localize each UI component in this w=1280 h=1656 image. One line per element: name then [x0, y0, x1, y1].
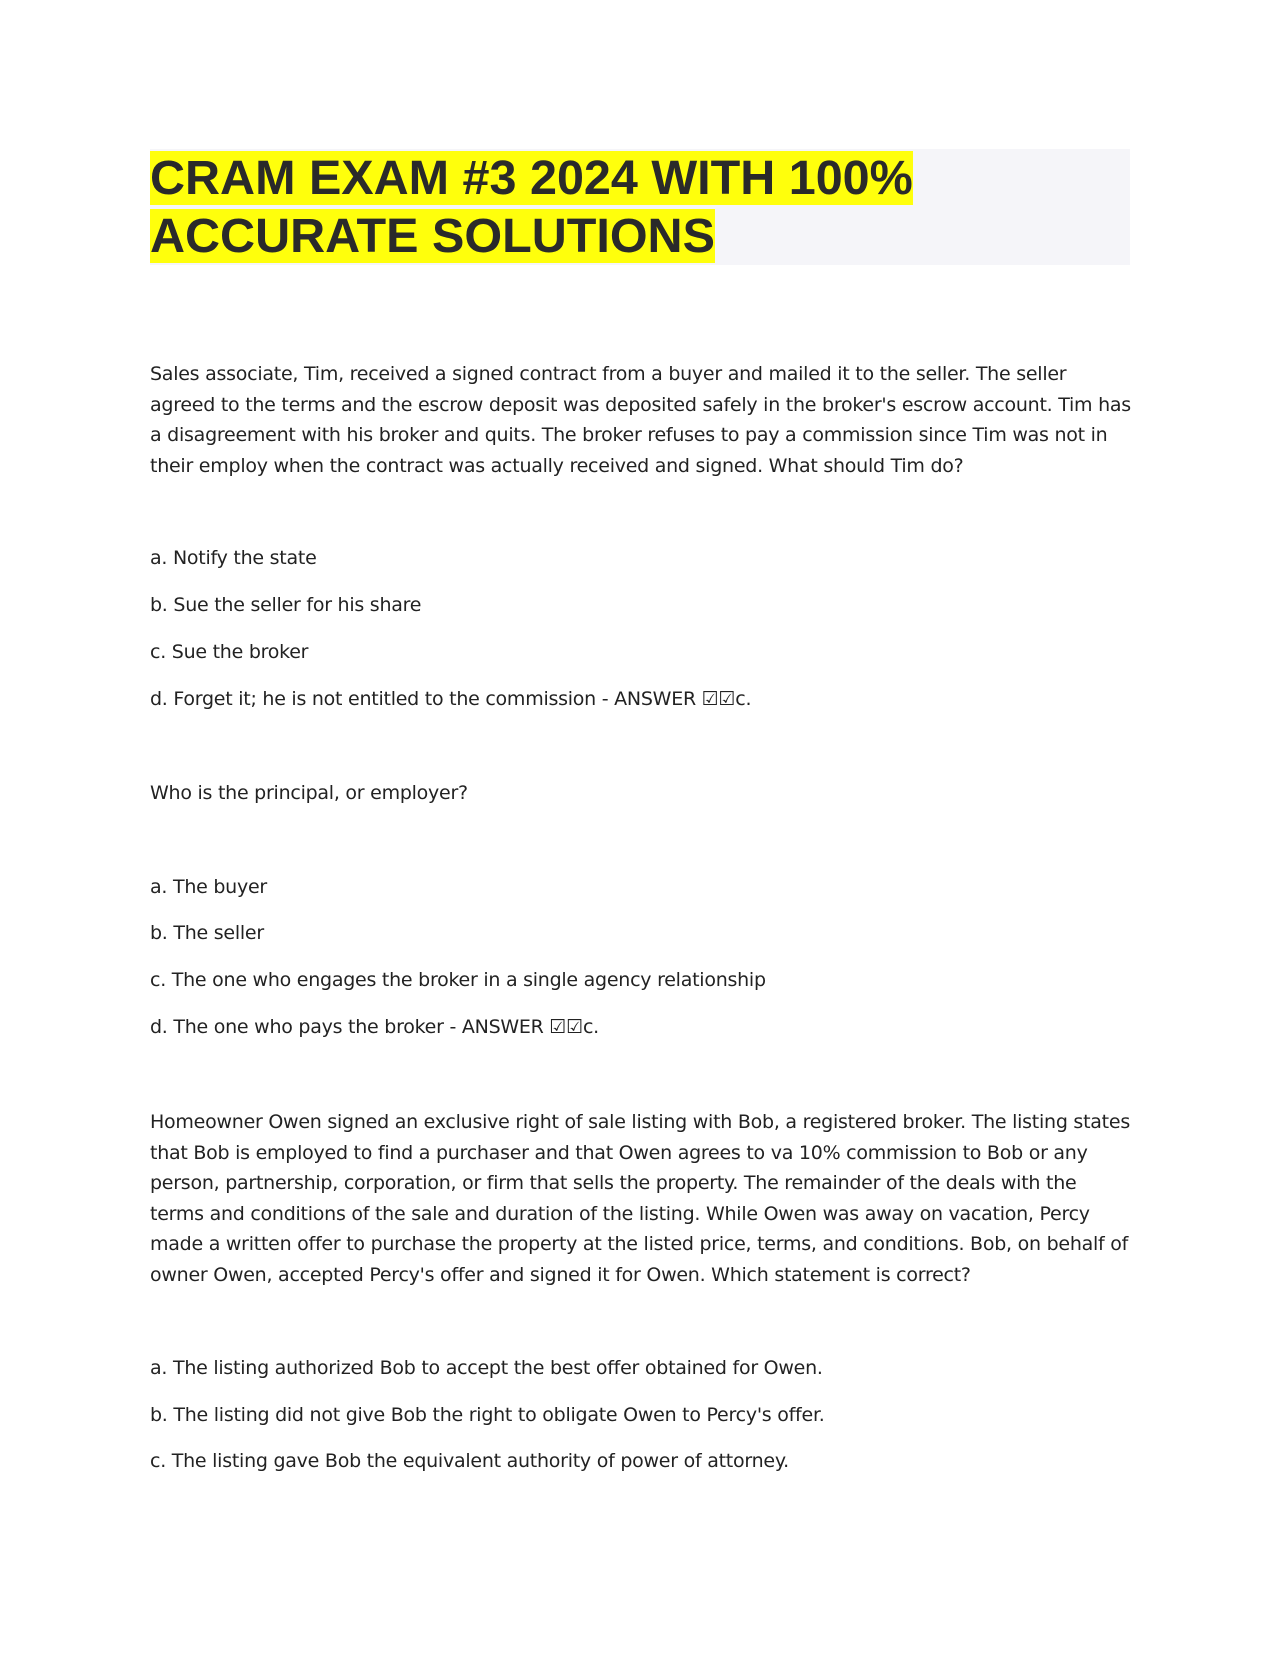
- question-3-option-c: c. The listing gave Bob the equivalent authority of power of attorney.: [150, 1450, 789, 1472]
- question-2-option-d: d. The one who pays the broker - ANSWER ☑☑c.: [150, 1016, 599, 1038]
- question-3-text: Homeowner Owen signed an exclusive right of sale listing with Bob, a registered broker. The listing states that Bob is employed to find a purchaser and that Owen agrees to va 10% commission to Bob or any person, partnership, corporation, or firm that sells the property. The remainder of the deals with the terms and conditions of the sale and duration of the listing. While Owen was away on vacation, Percy made a written offer to purchase the property at the listed price, terms, and conditions. Bob, on behalf of owner Owen, accepted Percy's offer and signed it for Owen. Which statement is correct?: [150, 1111, 1130, 1286]
- question-1-text: Sales associate, Tim, received a signed contract from a buyer and mailed it to the seller. The seller agreed to the terms and the escrow deposit was deposited safely in the broker's escrow account. Tim has a disagreement with his broker and quits. The broker refuses to pay a commission since Tim was not in their employ when the contract was actually received and signed. What should Tim do?: [150, 363, 1131, 477]
- question-1-option-b: b. Sue the seller for his share: [150, 594, 422, 616]
- question-3-option-a: a. The listing authorized Bob to accept the best offer obtained for Owen.: [150, 1357, 823, 1379]
- question-2-text: Who is the principal, or employer?: [150, 782, 468, 804]
- question-1-option-d: d. Forget it; he is not entitled to the commission - ANSWER ☑☑c.: [150, 688, 752, 710]
- title-block: [150, 149, 1130, 265]
- page-title: [150, 149, 1130, 265]
- question-2-option-b: b. The seller: [150, 922, 264, 944]
- question-3-option-b: b. The listing did not give Bob the right to obligate Owen to Percy's offer.: [150, 1404, 825, 1426]
- question-2-option-a: a. The buyer: [150, 876, 267, 898]
- title-line-2: ACCURATE SOLUTIONS: [150, 209, 715, 263]
- title-line-1: CRAM EXAM #3 2024 WITH 100%: [150, 151, 913, 205]
- question-1-option-c: c. Sue the broker: [150, 641, 309, 663]
- question-1-option-a: a. Notify the state: [150, 547, 317, 569]
- question-2-option-c: c. The one who engages the broker in a single agency relationship: [150, 969, 766, 991]
